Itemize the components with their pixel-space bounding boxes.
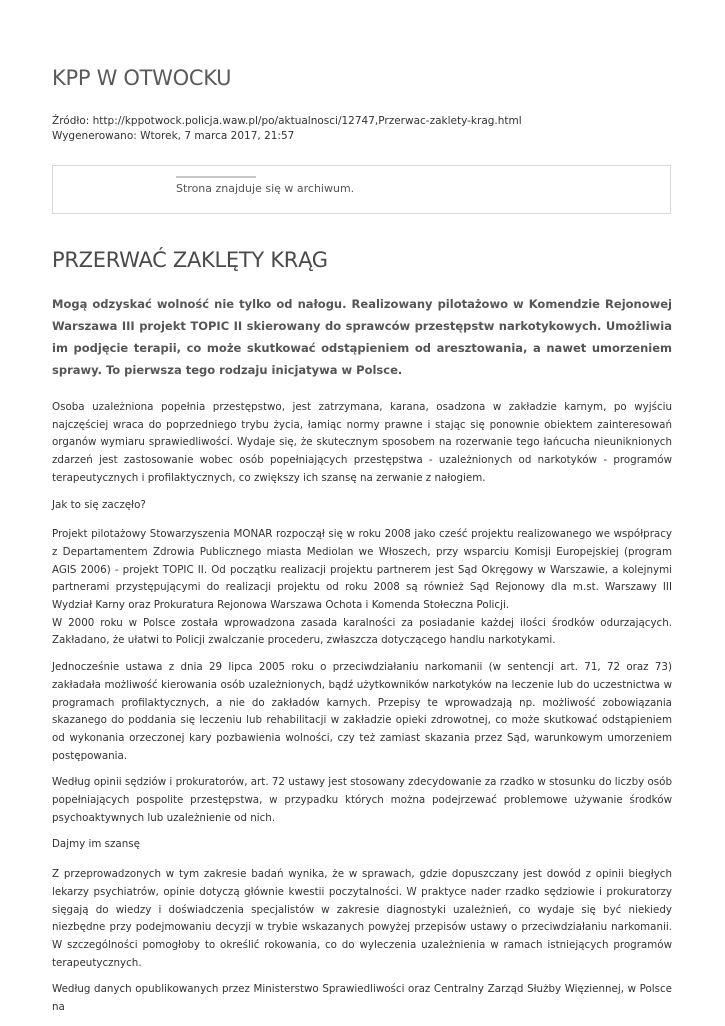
paragraph-1: Osoba uzależniona popełnia przestępstwo, jest zatrzymana, karana, osadzona w zakładzie karnym, po wyjściu najczęściej wraca do poprzedniego trybu życia, łamiąc normy prawne i stając się ponownie obiektem zainteresowań organów wymiaru sprawiedliwości. Wydaje się, że skutecznym sposobem na rozerwanie tego łańcucha nieuniknionych zdarzeń jest zastosowanie wobec osób popełniających przestępstwa - uzależnionych od narkotyków - programów terapeutycznych i profilaktycznych, co zwiększy ich szansę na zerwanie z nałogiem.	[52, 401, 672, 484]
article-body	[52, 293, 672, 1026]
archive-notice-divider	[176, 176, 256, 178]
document-meta	[52, 114, 522, 144]
paragraph-6: Z przeprowadzonych w tym zakresie badań wynika, że w sprawach, gdzie dopuszczany jest dowód z opinii biegłych lekarzy psychiatrów, opinie dotyczą głównie kwestii poczytalności. W praktyce nader rzadko sędziowie i prokuratorzy sięgają do wiedzy i doświadczenia specjalistów w zakresie diagnostyki uzależnień, co wydaje się być niekiedy niezbędne przy podejmowaniu decyzji w trybie wskazanych powyżej przepisów ustawy o przeciwdziałaniu narkomanii. W szczególności pomogłoby to określić rokowania, co do wyleczenia uzależnienia w ramach istniejących programów terapeutycznych.	[52, 868, 672, 969]
site-title: KPP W OTWOCKU	[52, 66, 232, 90]
paragraph-3: W 2000 roku w Polsce została wprowadzona zasada karalności za posiadanie każdej ilości środków odurzających. Zakładano, że ułatwi to Policji zwalczanie procederu, zwłaszcza dotyczącego handlu narkotykami.	[52, 616, 672, 647]
paragraph-7: Według danych opublikowanych przez Ministerstwo Sprawiedliwości oraz Centralny Zarząd Służby Więziennej, w Polsce na	[52, 983, 672, 1014]
archive-notice-box	[52, 165, 671, 214]
source-line: Źródło: http://kppotwock.policja.waw.pl/po/aktualnosci/12747,Przerwac-zaklety-krag.html	[52, 115, 522, 127]
generated-line: Wygenerowano: Wtorek, 7 marca 2017, 21:57	[52, 130, 295, 142]
archive-notice-text: Strona znajduje się w archiwum.	[176, 182, 355, 195]
paragraph-2: Projekt pilotażowy Stowarzyszenia MONAR rozpoczął się w roku 2008 jako cześć projektu realizowanego we współpracy z Departamentem Zdrowia Publicznego miasta Mediolan we Włoszech, przy wsparciu Komisji Europejskiej (program AGIS 2006) - projekt TOPIC II. Od początku realizacji projektu partnerem jest Sąd Okręgowy w Warszawie, a kolejnymi partnerami przystępującymi do realizacji projektu od roku 2008 są również Sąd Rejonowy dla m.st. Warszawy III Wydział Karny oraz Prokuratura Rejonowa Warszawa Ochota i Komenda Stołeczna Policji.	[52, 528, 672, 612]
subheading-how-it-started: Jak to się zaczęło?	[52, 498, 146, 511]
article-lead: Mogą odzyskać wolność nie tylko od nałogu. Realizowany pilotażowo w Komendzie Rejonowej Warszawa III projekt TOPIC II skierowany do sprawców przestępstw narkotykowych. Umożliwia im podjęcie terapii, co może skutkować odstąpieniem od aresztowania, a nawet umorzeniem sprawy. To pierwsza tego rodzaju inicjatywa w Polsce.	[52, 297, 672, 377]
paragraph-4: Jednocześnie ustawa z dnia 29 lipca 2005 roku o przeciwdziałaniu narkomanii (w sentencji art. 71, 72 oraz 73) zakładała możliwość kierowania osób uzależnionych, bądź użytkowników narkotyków na leczenie lub do uczestnictwa w programach profilaktycznych, a nie do zakładów karnych. Przepisy te wprowadzają np. możliwość zobowiązania skazanego do poddania się leczeniu lub rehabilitacji w zakładzie opieki zdrowotnej, co może skutkować odstąpieniem od wykonania orzeczonej kary pozbawienia wolności, czy też zamiast skazania przez Sąd, warunkowym umorzeniem postępowania.	[52, 661, 672, 762]
subheading-give-them-chance: Dajmy im szansę	[52, 838, 140, 851]
paragraph-5: Według opinii sędziów i prokuratorów, art. 72 ustawy jest stosowany zdecydowanie za rzadko w stosunku do liczby osób popełniających pospolite przestępstwa, w przypadku których można podejrzewać problemowe używanie środków psychoaktywnych lub uzależnienie od nich.	[52, 776, 672, 824]
article-title: PRZERWAĆ ZAKLĘTY KRĄG	[52, 248, 328, 272]
